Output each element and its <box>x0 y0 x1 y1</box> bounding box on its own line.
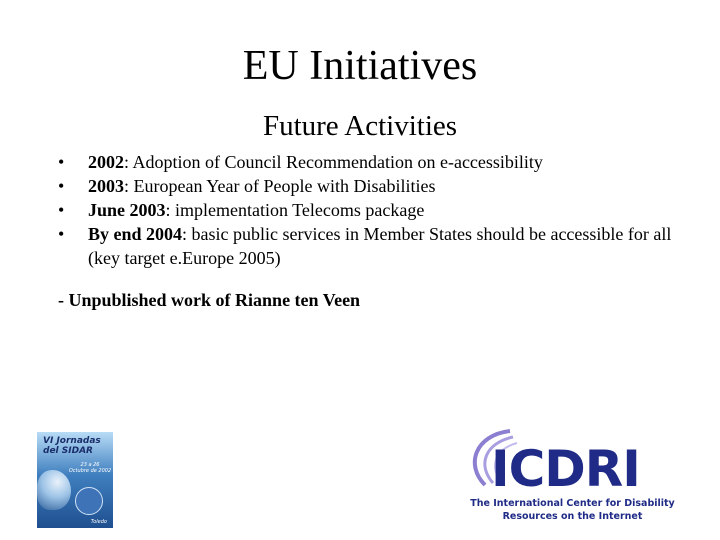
credit-line: - Unpublished work of Rianne ten Veen <box>58 290 361 310</box>
bullet-dot: • <box>58 152 65 172</box>
bullet-lead: June 2003 <box>88 200 166 220</box>
slide-title: EU Initiatives <box>242 43 478 89</box>
bullet-lead: 2002 <box>88 152 124 172</box>
bullet-text: : European Year of People with Disabilities <box>124 176 436 196</box>
icdri-logo <box>455 425 690 525</box>
bullet-dot: • <box>58 224 65 244</box>
icdri-tagline: The International Center for Disability Resources on the Internet <box>470 498 675 522</box>
bullet-item <box>58 150 698 174</box>
bullet-text: : basic public services in Member States should be accessible for all (key target e.Europe 2005) <box>88 224 672 268</box>
icdri-wordmark: ICDRI <box>491 440 640 498</box>
bullet-text: : Adoption of Council Recommendation on e-accessibility <box>124 152 543 172</box>
bullet-dot: • <box>58 200 65 220</box>
bullet-dot: • <box>58 176 65 196</box>
globe-icon <box>75 487 103 515</box>
bullet-lead: 2003 <box>88 176 124 196</box>
bullet-item <box>58 174 698 198</box>
bullet-text: : implementation Telecoms package <box>165 200 425 220</box>
slide-subtitle: Future Activities <box>262 110 458 142</box>
bullet-item <box>58 222 698 270</box>
sidar-logo <box>37 432 113 528</box>
bullet-list <box>58 150 698 270</box>
sidar-logo-title: VI Jornadas del SIDAR <box>43 436 101 456</box>
sidar-logo-city: Toledo <box>90 519 107 525</box>
bullet-item <box>58 198 698 222</box>
sidar-logo-dates: 23 a 26 Octubre de 2002 <box>68 462 112 474</box>
bullet-lead: By end 2004 <box>88 224 183 244</box>
map-image <box>37 470 71 510</box>
